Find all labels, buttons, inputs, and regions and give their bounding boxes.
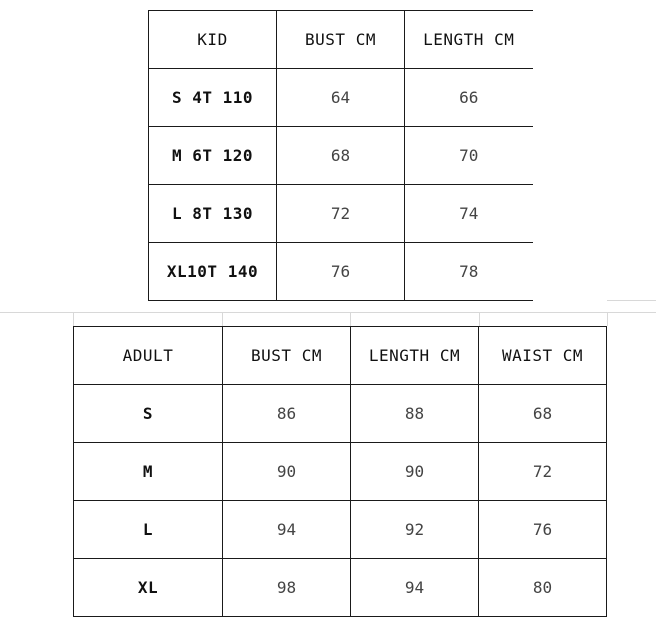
table-row xyxy=(149,243,533,301)
kid-size-label: S 4T 110 xyxy=(149,69,277,127)
kid-size-label: L 8T 130 xyxy=(149,185,277,243)
kid-length-value: 70 xyxy=(405,127,533,185)
kid-size-label: XL10T 140 xyxy=(149,243,277,301)
table-row xyxy=(149,185,533,243)
table-header-row xyxy=(74,327,607,385)
grid-line xyxy=(350,312,351,326)
adult-size-label: XL xyxy=(74,559,223,617)
grid-line xyxy=(73,312,74,326)
grid-line xyxy=(222,312,223,326)
table-header-row xyxy=(149,11,533,69)
kid-length-value: 74 xyxy=(405,185,533,243)
kid-header-length: LENGTH CM xyxy=(405,11,533,69)
adult-length-value: 88 xyxy=(351,385,479,443)
adult-bust-value: 86 xyxy=(223,385,351,443)
kid-header-bust: BUST CM xyxy=(277,11,405,69)
adult-size-label: S xyxy=(74,385,223,443)
kid-bust-value: 76 xyxy=(277,243,405,301)
grid-line xyxy=(607,312,608,326)
kid-header-size: KID xyxy=(149,11,277,69)
adult-header-bust: BUST CM xyxy=(223,327,351,385)
kid-bust-value: 64 xyxy=(277,69,405,127)
adult-header-size: ADULT xyxy=(74,327,223,385)
table-row xyxy=(74,443,607,501)
adult-size-table xyxy=(73,326,607,617)
adult-waist-value: 68 xyxy=(479,385,607,443)
grid-line xyxy=(479,312,480,326)
adult-waist-value: 80 xyxy=(479,559,607,617)
table-row xyxy=(149,69,533,127)
kid-length-value: 66 xyxy=(405,69,533,127)
table-row xyxy=(149,127,533,185)
adult-bust-value: 90 xyxy=(223,443,351,501)
grid-line xyxy=(0,312,656,313)
adult-waist-value: 76 xyxy=(479,501,607,559)
adult-header-length: LENGTH CM xyxy=(351,327,479,385)
kid-size-label: M 6T 120 xyxy=(149,127,277,185)
kid-size-table xyxy=(148,10,533,301)
grid-line xyxy=(607,300,656,301)
kid-bust-value: 68 xyxy=(277,127,405,185)
kid-bust-value: 72 xyxy=(277,185,405,243)
adult-length-value: 92 xyxy=(351,501,479,559)
adult-length-value: 90 xyxy=(351,443,479,501)
adult-header-waist: WAIST CM xyxy=(479,327,607,385)
table-row xyxy=(74,501,607,559)
adult-size-label: M xyxy=(74,443,223,501)
adult-waist-value: 72 xyxy=(479,443,607,501)
adult-length-value: 94 xyxy=(351,559,479,617)
adult-bust-value: 94 xyxy=(223,501,351,559)
adult-bust-value: 98 xyxy=(223,559,351,617)
table-row xyxy=(74,559,607,617)
kid-length-value: 78 xyxy=(405,243,533,301)
table-row xyxy=(74,385,607,443)
adult-size-label: L xyxy=(74,501,223,559)
